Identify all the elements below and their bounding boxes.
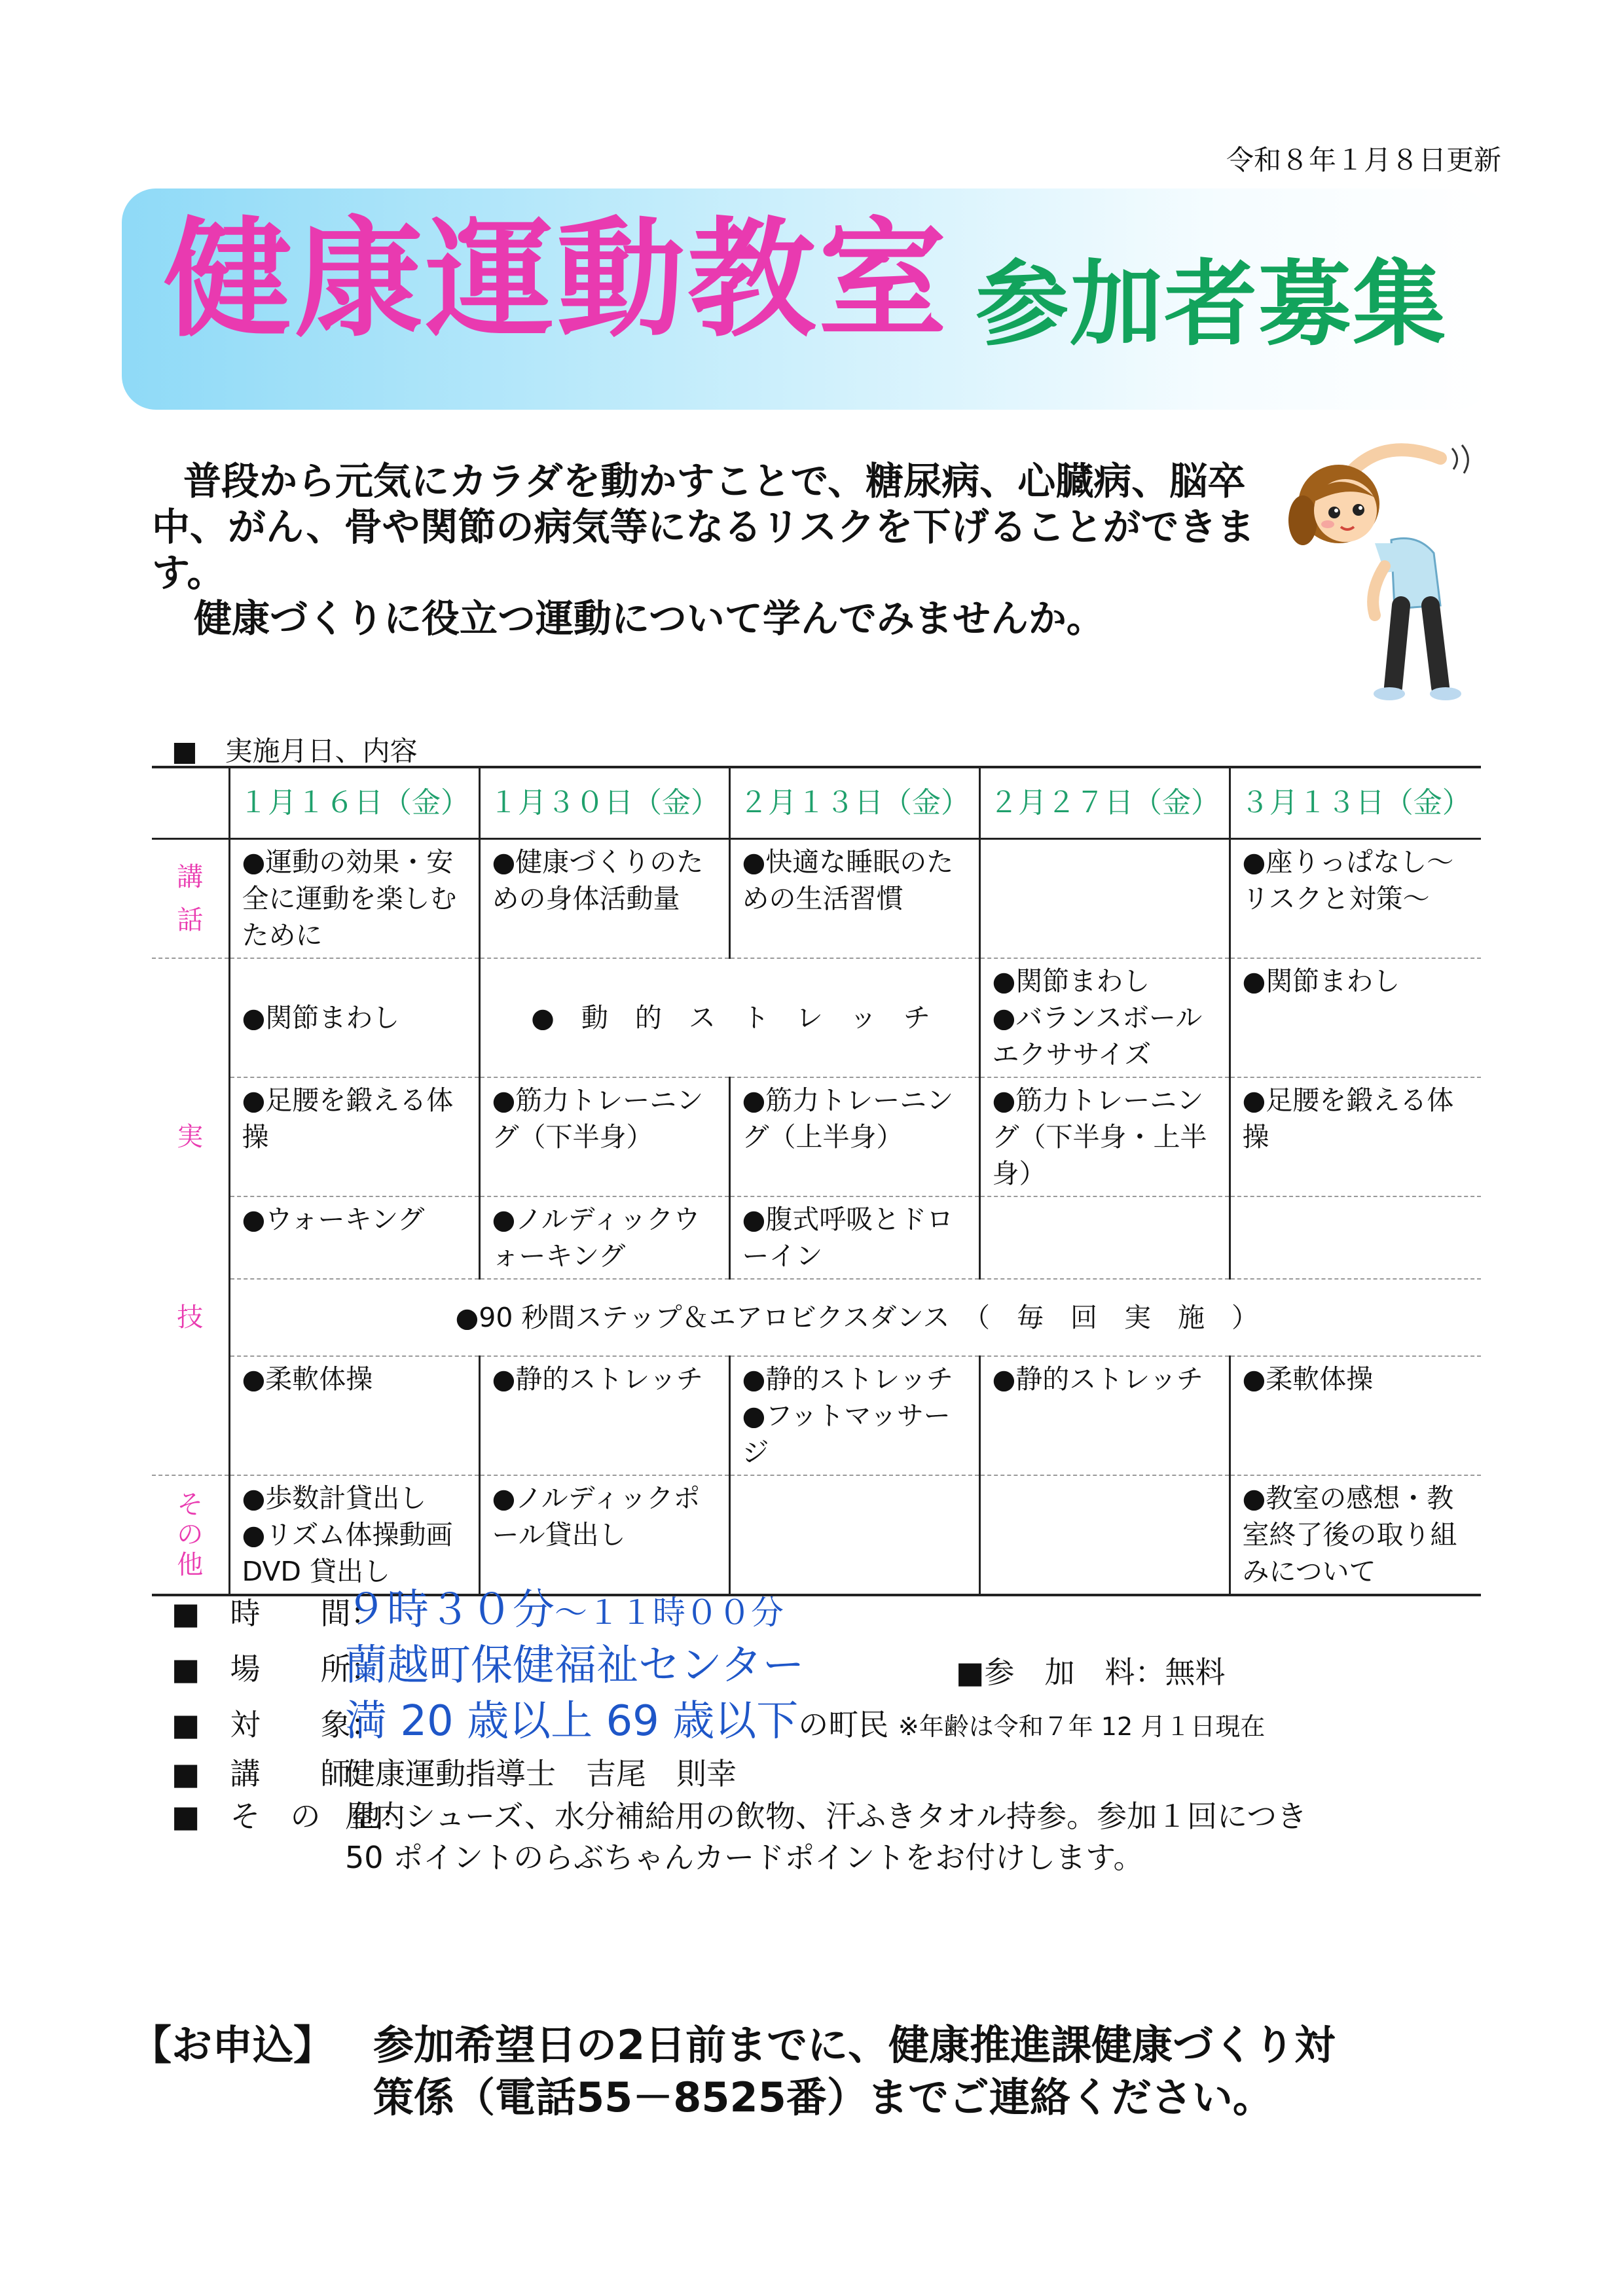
application-heading: 【お申込】	[131, 2021, 335, 2069]
date-header: ２月２７日（金）	[979, 767, 1230, 839]
table-cell	[979, 1475, 1230, 1595]
category-practice-1: 実	[177, 1122, 204, 1152]
table-row	[152, 1475, 1481, 1595]
stretching-girl-illustration	[1277, 429, 1493, 704]
other-label: ■ そ の 他：	[172, 1799, 411, 1834]
time-start: ９時３０分	[345, 1586, 555, 1634]
category-practice-2: 技	[177, 1302, 204, 1333]
category-lecture: 講 話	[152, 839, 229, 959]
table-header-row	[152, 767, 1481, 839]
detail-target	[172, 1697, 1266, 1746]
table-cell: ●筋力トレーニング（上半身）	[729, 1077, 979, 1196]
table-row	[152, 1279, 1481, 1356]
table-cell: ●運動の効果・安全に運動を楽しむために	[229, 839, 479, 959]
page-title: 健康運動教室	[164, 206, 950, 355]
time-label: ■ 時 間：	[172, 1596, 381, 1631]
table-cell: ●快適な睡眠のための生活習慣	[729, 839, 979, 959]
schedule-section-label: ■ 実施月日、内容	[172, 735, 418, 767]
table-cell: ●ノルディックポール貸出し	[479, 1475, 729, 1595]
table-cell: ●足腰を鍛える体操	[1230, 1077, 1481, 1196]
table-row	[152, 1196, 1481, 1279]
detail-fee: ■参 加 料：無料	[956, 1655, 1226, 1690]
table-cell: ●関節まわし	[229, 958, 479, 1077]
date-header: ３月１３日（金）	[1230, 767, 1481, 839]
time-end: ～１１時００分	[555, 1594, 784, 1632]
table-row	[152, 1356, 1481, 1475]
table-cell: ●柔軟体操	[1230, 1356, 1481, 1475]
table-cell	[979, 1196, 1230, 1279]
application-line-1: 参加希望日の2日前までに、健康推進課健康づくり対	[373, 2021, 1336, 2069]
table-cell	[1230, 1196, 1481, 1279]
table-cell	[979, 839, 1230, 959]
table-cell: ●関節まわし	[1230, 958, 1481, 1077]
category-practice-spacer	[152, 1356, 229, 1475]
target-suffix: の町民	[798, 1707, 889, 1742]
category-practice-spacer	[152, 958, 229, 1077]
detail-other	[172, 1797, 1307, 1836]
date-header: １月３０日（金）	[479, 767, 729, 839]
target-value: 満 20 歳以上 69 歳以下	[345, 1697, 799, 1746]
intro-paragraph-1: 普段から元気にカラダを動かすことで、糖尿病、心臓病、脳卒中、がん、骨や関節の病気等になるリスクを下げることができます。	[152, 459, 1255, 595]
date-header: １月１６日（金）	[229, 767, 479, 839]
table-cell: ●静的ストレッチ ●フットマッサージ	[729, 1356, 979, 1475]
table-cell-dance: ●90 秒間ステップ＆エアロビクスダンス （ 毎 回 実 施 ）	[229, 1279, 1481, 1356]
table-cell: ●座りっぱなし～リスクと対策～	[1230, 839, 1481, 959]
table-cell	[729, 1475, 979, 1595]
target-note: ※年齢は令和７年 12 月１日現在	[898, 1712, 1266, 1741]
place-label: ■ 場 所：	[172, 1651, 381, 1687]
other-value-2: 50 ポイントのらぶちゃんカードポイントをお付けします。	[345, 1840, 1144, 1875]
detail-instructor	[172, 1754, 737, 1793]
updated-date: 令和８年１月８日更新	[1226, 144, 1501, 176]
application-body	[373, 2019, 1499, 2124]
header-corner	[152, 767, 229, 839]
table-row	[152, 958, 1481, 1077]
table-cell: ●ウォーキング	[229, 1196, 479, 1279]
date-header: ２月１３日（金）	[729, 767, 979, 839]
intro-paragraph-2: 健康づくりに役立つ運動について学んでみませんか。	[194, 596, 1104, 641]
instructor-value: 健康運動指導士 吉尾 則幸	[345, 1756, 737, 1791]
table-cell: ● 動 的 ス ト レ ッ チ	[479, 958, 979, 1077]
table-cell: ●筋力トレーニング（下半身）	[479, 1077, 729, 1196]
other-value-1: 屋内シューズ、水分補給用の飲物、汗ふきタオル持参。参加１回につき	[345, 1799, 1307, 1834]
page-subtitle: 参加者募集	[976, 251, 1447, 359]
table-cell: ●教室の感想・教室終了後の取り組みについて	[1230, 1475, 1481, 1595]
table-cell: ●腹式呼吸とドローイン	[729, 1196, 979, 1279]
intro-text	[152, 458, 1265, 641]
instructor-label: ■ 講 師：	[172, 1756, 381, 1791]
target-label: ■ 対 象：	[172, 1707, 381, 1742]
table-cell: ●柔軟体操	[229, 1356, 479, 1475]
application-info	[131, 2019, 1506, 2124]
table-row	[152, 839, 1481, 959]
table-row	[152, 1077, 1481, 1196]
table-cell: ●ノルディックウォーキング	[479, 1196, 729, 1279]
application-line-2: 策係（電話55－8525番）までご連絡ください。	[373, 2073, 1273, 2121]
table-cell: ●足腰を鍛える体操	[229, 1077, 479, 1196]
table-cell: ●筋力トレーニング（下半身・上半身）	[979, 1077, 1230, 1196]
schedule-table	[152, 766, 1481, 1596]
table-cell: ●健康づくりのための身体活動量	[479, 839, 729, 959]
place-value: 蘭越町保健福祉センター	[345, 1641, 805, 1690]
category-practice-spacer	[152, 1196, 229, 1279]
detail-place	[172, 1641, 805, 1690]
table-cell: ●歩数計貸出し ●リズム体操動画 DVD 貸出し	[229, 1475, 479, 1595]
table-cell: ●静的ストレッチ	[479, 1356, 729, 1475]
detail-time	[172, 1586, 784, 1634]
table-cell: ●関節まわし ●バランスボールエクササイズ	[979, 958, 1230, 1077]
table-cell: ●静的ストレッチ	[979, 1356, 1230, 1475]
category-other: そ の 他	[152, 1475, 229, 1595]
